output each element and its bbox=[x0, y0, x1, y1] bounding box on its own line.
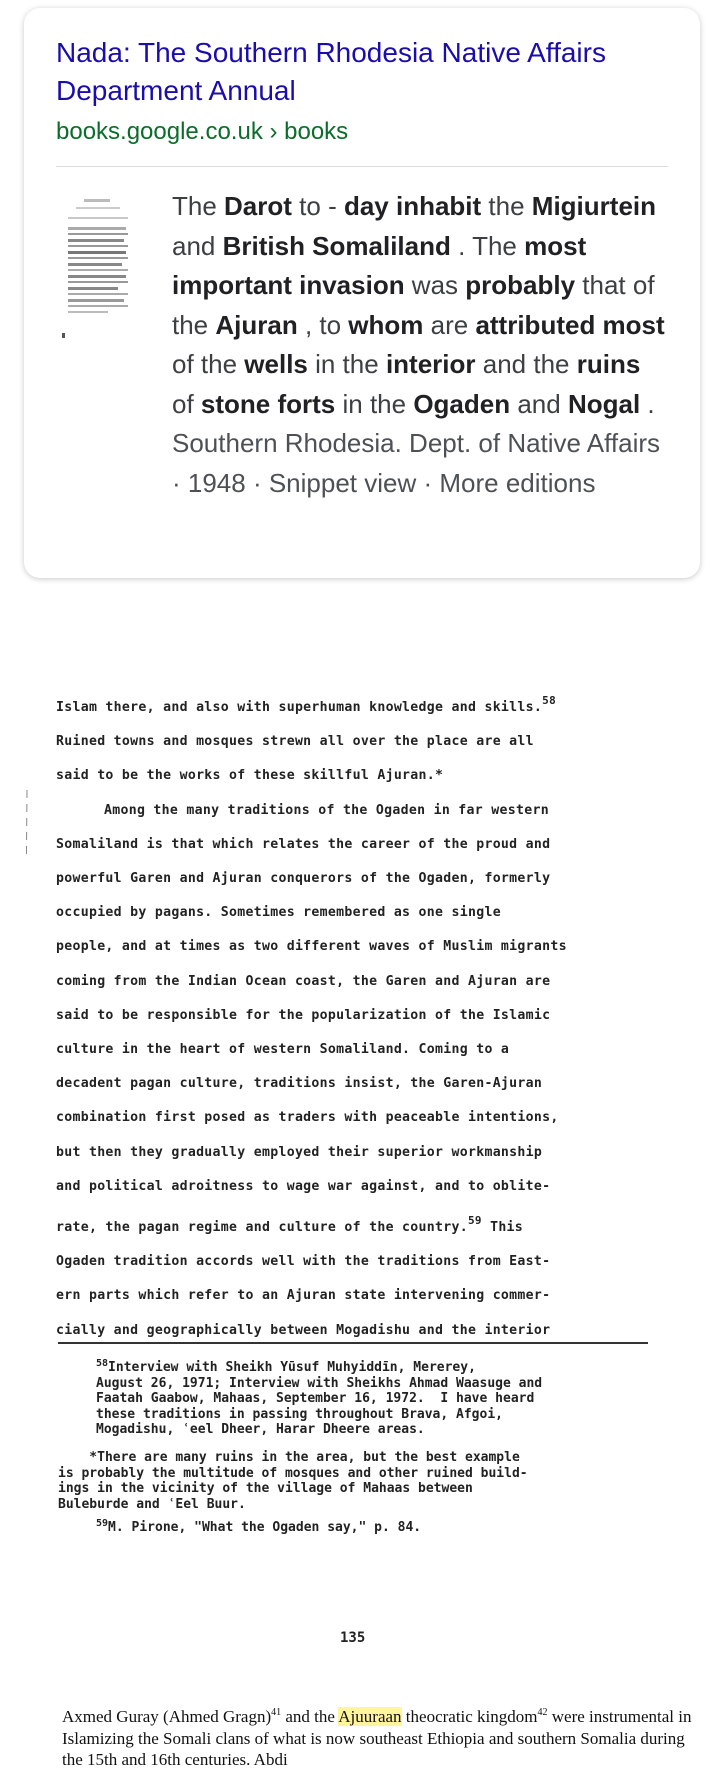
meta-separator: · bbox=[416, 467, 440, 498]
scan-line-text: Somaliland is that which relates the career of the proud and bbox=[56, 836, 551, 852]
snippet-fragment: and bbox=[172, 230, 223, 261]
footnote-ref-41: 41 bbox=[271, 1707, 282, 1718]
snippet-keyword: British Somaliland bbox=[222, 230, 451, 261]
snippet-keyword: Ogaden bbox=[413, 388, 511, 419]
snippet-keyword: Ajuran bbox=[215, 309, 298, 340]
book-thumbnail[interactable] bbox=[62, 193, 134, 363]
meta-author: Southern Rhodesia. Dept. of Native Affairs bbox=[172, 428, 661, 458]
scan-line-text: culture in the heart of western Somaliland. Coming to a bbox=[56, 1042, 510, 1058]
result-title-line1: Nada: The Southern Rhodesia Native Affairs bbox=[56, 37, 606, 68]
result-url[interactable]: books.google.co.uk › books bbox=[56, 118, 349, 145]
scan-line-text: said to be the works of these skillful Ajuran.* bbox=[56, 768, 444, 784]
scan-line-text: Islam there, and also with superhuman knowledge and skills. bbox=[56, 700, 543, 715]
page-number: 135 bbox=[340, 1630, 366, 1646]
snippet-view-link[interactable]: Snippet view bbox=[268, 467, 417, 498]
footnote-ref: 59 bbox=[467, 1214, 482, 1228]
scan-line-text: rate, the pagan regime and culture of the country. bbox=[56, 1220, 468, 1236]
snippet-fragment: in the bbox=[335, 388, 414, 419]
meta-separator: · bbox=[245, 467, 269, 498]
snippet-fragment: was bbox=[404, 270, 466, 300]
scan-line bbox=[56, 896, 696, 930]
scan-line bbox=[56, 1204, 696, 1245]
scan-line bbox=[56, 1067, 696, 1101]
divider bbox=[56, 166, 668, 167]
scan-line bbox=[56, 759, 696, 793]
scan-line bbox=[56, 1245, 696, 1279]
snippet-keyword: probably bbox=[465, 270, 576, 300]
snippet-fragment: that of the bbox=[172, 270, 655, 340]
snippet-fragment: of bbox=[172, 388, 201, 419]
snippet-fragment: . bbox=[640, 388, 655, 419]
scan-line-text: occupied by pagans. Sometimes remembered as one single bbox=[56, 905, 501, 921]
snippet-keyword: interior bbox=[385, 349, 476, 379]
scan-line-text: Ruined towns and mosques strewn all over the place are all bbox=[56, 734, 534, 750]
snippet-keyword: ruins bbox=[576, 349, 641, 379]
snippet-fragment: in the bbox=[307, 349, 386, 379]
meta-separator: · bbox=[172, 467, 188, 498]
search-result-card bbox=[24, 8, 700, 578]
scan-line-text: said to be responsible for the popularization of the Islamic bbox=[56, 1007, 551, 1023]
footnote-59-text: M. Pirone, "What the Ogaden say," p. 84. bbox=[108, 1520, 422, 1535]
scan-line-tail: This bbox=[481, 1220, 524, 1236]
footnote-star: *There are many ruins in the area, but the best example is probably the multitude of mosques and other ruined build- ings in the vicinity of the village of Mahaas between Buleburde and ʿEel Buur. bbox=[58, 1450, 528, 1512]
snippet-keyword: wells bbox=[244, 349, 308, 379]
scan-line bbox=[56, 930, 696, 964]
scan-line-text: decadent pagan culture, traditions insist, the Garen-Ajuran bbox=[56, 1076, 543, 1092]
scan-line bbox=[56, 725, 696, 759]
snippet-fragment: are bbox=[423, 309, 476, 340]
scan-line bbox=[56, 1101, 696, 1135]
footnote-58-number: 58 bbox=[96, 1358, 109, 1369]
excerpt-after: theocratic kingdom bbox=[401, 1707, 538, 1726]
result-meta bbox=[172, 424, 668, 503]
footnote-58 bbox=[96, 1356, 716, 1438]
scan-line-text: Ogaden tradition accords well with the traditions from East- bbox=[56, 1254, 551, 1270]
scan-line bbox=[56, 862, 696, 896]
snippet-keyword: most important invasion bbox=[172, 230, 587, 300]
scan-line bbox=[56, 828, 696, 862]
excerpt-text bbox=[62, 1702, 702, 1771]
scanned-body-text bbox=[56, 684, 696, 1348]
scan-line bbox=[56, 965, 696, 999]
snippet-fragment: to - bbox=[291, 191, 344, 221]
margin-mark bbox=[26, 790, 28, 860]
snippet-keyword: Nogal bbox=[567, 388, 641, 419]
excerpt-rest: were instrumental in Islamizing the Somali clans of what is now southeast Ethiopia and southern Somalia during the 15th and 16th centuries. Abdi bbox=[62, 1707, 692, 1769]
scan-line bbox=[56, 1170, 696, 1204]
book-page-thumbnail-icon bbox=[62, 193, 134, 363]
snippet-row bbox=[56, 187, 668, 503]
snippet-keyword: day inhabit bbox=[343, 191, 482, 221]
snippet-fragment: . The bbox=[450, 230, 525, 261]
result-title-link[interactable] bbox=[56, 34, 668, 110]
meta-year: 1948 bbox=[187, 467, 246, 498]
scan-line bbox=[56, 684, 696, 725]
snippet-fragment: the bbox=[481, 191, 532, 221]
snippet-fragment: of the bbox=[172, 349, 245, 379]
scan-line bbox=[56, 794, 696, 828]
snippet-text bbox=[172, 187, 668, 424]
snippet-keyword: stone forts bbox=[200, 388, 336, 419]
footnote-59-number: 59 bbox=[96, 1518, 109, 1529]
scan-line-text: cially and geographically between Mogadishu and the interior bbox=[56, 1322, 551, 1338]
scan-line bbox=[56, 1033, 696, 1067]
footnote-ref-42: 42 bbox=[537, 1707, 548, 1718]
snippet-keyword: Migiurtein bbox=[531, 191, 657, 221]
snippet-fragment: and bbox=[510, 388, 568, 419]
snippet-keyword: whom bbox=[348, 309, 424, 340]
result-title-line2: Department Annual bbox=[56, 75, 296, 106]
snippet-fragment: and the bbox=[475, 349, 577, 379]
scanned-page bbox=[0, 640, 718, 1690]
snippet-fragment: The bbox=[172, 191, 225, 221]
snippet-fragment: , to bbox=[297, 309, 349, 340]
scan-line bbox=[56, 1279, 696, 1313]
scan-line bbox=[56, 1136, 696, 1170]
excerpt-mid: and the bbox=[281, 1707, 339, 1726]
footnote-58-text: Interview with Sheikh Yūsuf Muhyiddīn, Mererey, August 26, 1971; Interview with Sheikhs Ahmad Waasuge and Faatah Gaabow, Mahaas, September 16, 1972. I have heard these traditions in passing throughout Brava, Afgoi, Mogadishu, ʿeel Dheer, Harar Dheere areas. bbox=[96, 1360, 543, 1437]
scan-line-text: but then they gradually employed their superior workmanship bbox=[56, 1144, 543, 1160]
excerpt-before: Axmed Guray (Ahmed Gragn) bbox=[62, 1707, 272, 1726]
scan-line-text: combination first posed as traders with peaceable intentions, bbox=[56, 1110, 559, 1126]
footnote-ref: 58 bbox=[542, 694, 556, 707]
highlighted-term: Ajuuraan bbox=[338, 1707, 402, 1726]
snippet-keyword: attributed most bbox=[475, 309, 665, 340]
scan-line-text: Among the many traditions of the Ogaden in far western bbox=[104, 802, 549, 818]
scan-line-text: people, and at times as two different waves of Muslim migrants bbox=[56, 939, 567, 955]
snippet-keyword: Darot bbox=[224, 191, 292, 221]
snippet-body bbox=[172, 187, 668, 503]
scan-line-text: powerful Garen and Ajuran conquerors of the Ogaden, formerly bbox=[56, 871, 551, 887]
footnote-rule bbox=[58, 1342, 648, 1344]
scan-line bbox=[56, 999, 696, 1033]
scan-line-text: and political adroitness to wage war against, and to oblite- bbox=[56, 1178, 551, 1194]
scan-line-text: ern parts which refer to an Ajuran state intervening commer- bbox=[56, 1288, 551, 1304]
scan-line-text: coming from the Indian Ocean coast, the Garen and Ajuran are bbox=[56, 973, 551, 989]
more-editions-link[interactable]: More editions bbox=[439, 467, 596, 498]
footnote-59 bbox=[96, 1516, 716, 1536]
